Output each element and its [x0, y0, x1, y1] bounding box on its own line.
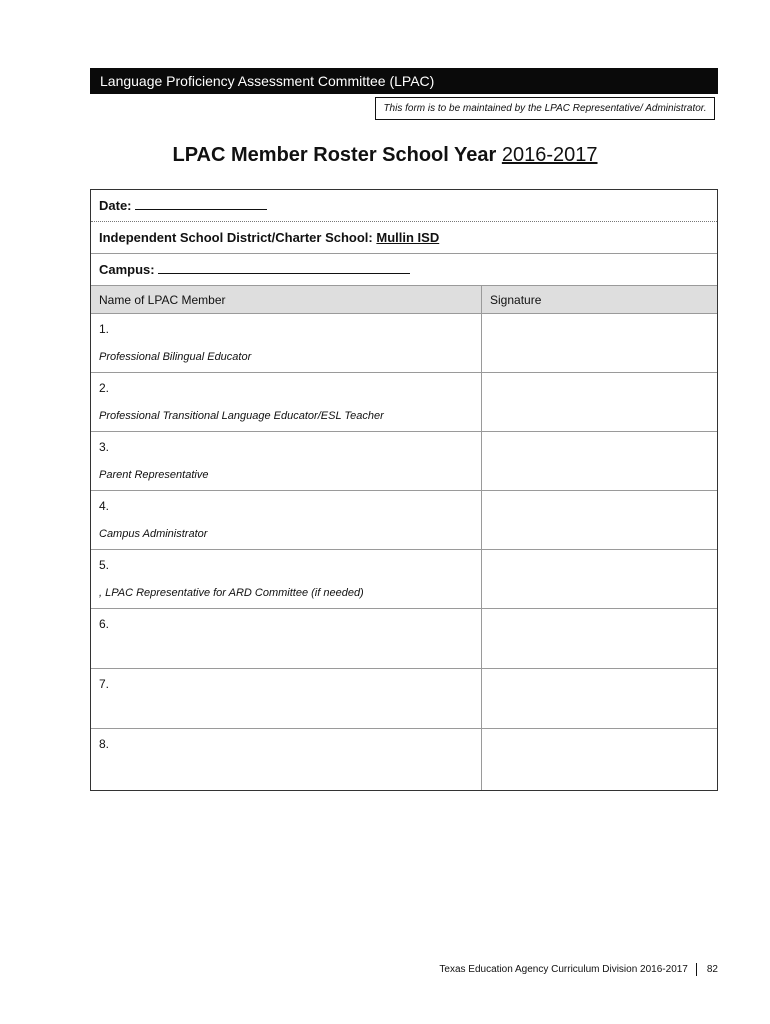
member-row-2 [91, 373, 717, 432]
member-role: , LPAC Representative for ARD Committee (if needed) [99, 587, 364, 599]
member-role: Professional Transitional Language Educator/ESL Teacher [99, 410, 384, 422]
page-number: 82 [706, 964, 718, 976]
member-number: 8. [99, 737, 110, 751]
member-name-cell[interactable] [91, 609, 482, 668]
member-signature-cell[interactable] [482, 314, 717, 372]
member-row-8 [91, 729, 717, 790]
member-row-3 [91, 432, 717, 491]
district-value: Mullin ISD [376, 230, 440, 245]
column-name-header: Name of LPAC Member [91, 286, 482, 313]
column-signature-header: Signature [490, 293, 542, 307]
member-signature-cell[interactable] [482, 432, 717, 490]
member-number: 4. [99, 499, 110, 513]
member-role: Professional Bilingual Educator [99, 351, 252, 363]
header-bar [90, 68, 718, 94]
member-row-7 [91, 669, 717, 729]
member-number: 7. [99, 677, 110, 691]
member-row-1 [91, 314, 717, 373]
member-signature-cell[interactable] [482, 550, 717, 608]
date-row [91, 190, 717, 222]
footer-text: Texas Education Agency Curriculum Division 2016-2017 [439, 964, 688, 976]
page-title-main: LPAC Member Roster School Year [172, 144, 497, 166]
page-title [0, 140, 770, 170]
campus-field[interactable] [158, 262, 410, 274]
member-role: Parent Representative [99, 469, 209, 481]
member-row-5 [91, 550, 717, 609]
member-name-cell[interactable] [91, 432, 482, 490]
member-name-cell[interactable] [91, 729, 482, 790]
member-signature-cell[interactable] [482, 729, 717, 790]
member-signature-cell[interactable] [482, 491, 717, 549]
page-footer [0, 963, 718, 976]
district-label: Independent School District/Charter School: [99, 230, 373, 245]
member-name-cell[interactable] [91, 550, 482, 608]
page-title-year: 2016-2017 [501, 144, 598, 166]
member-number: 3. [99, 440, 110, 454]
member-name-cell[interactable] [91, 491, 482, 549]
member-number: 1. [99, 322, 110, 336]
member-name-cell[interactable] [91, 373, 482, 431]
member-number: 5. [99, 558, 110, 572]
member-row-4 [91, 491, 717, 550]
column-header [91, 286, 717, 314]
member-name-cell[interactable] [91, 314, 482, 372]
member-signature-cell[interactable] [482, 609, 717, 668]
member-name-cell[interactable] [91, 669, 482, 728]
member-signature-cell[interactable] [482, 373, 717, 431]
footer-separator [696, 963, 697, 976]
roster-table [90, 189, 718, 791]
member-number: 6. [99, 617, 110, 631]
maintenance-note: This form is to be maintained by the LPAC Representative/ Administrator. [375, 97, 715, 120]
district-row [91, 222, 717, 254]
date-field[interactable] [135, 198, 267, 210]
member-signature-cell[interactable] [482, 669, 717, 728]
member-row-6 [91, 609, 717, 669]
campus-label: Campus: [99, 262, 155, 277]
date-label: Date: [99, 198, 132, 213]
member-role: Campus Administrator [99, 528, 208, 540]
member-number: 2. [99, 381, 110, 395]
campus-row [91, 254, 717, 286]
header-title: Language Proficiency Assessment Committee (LPAC) [100, 73, 435, 89]
